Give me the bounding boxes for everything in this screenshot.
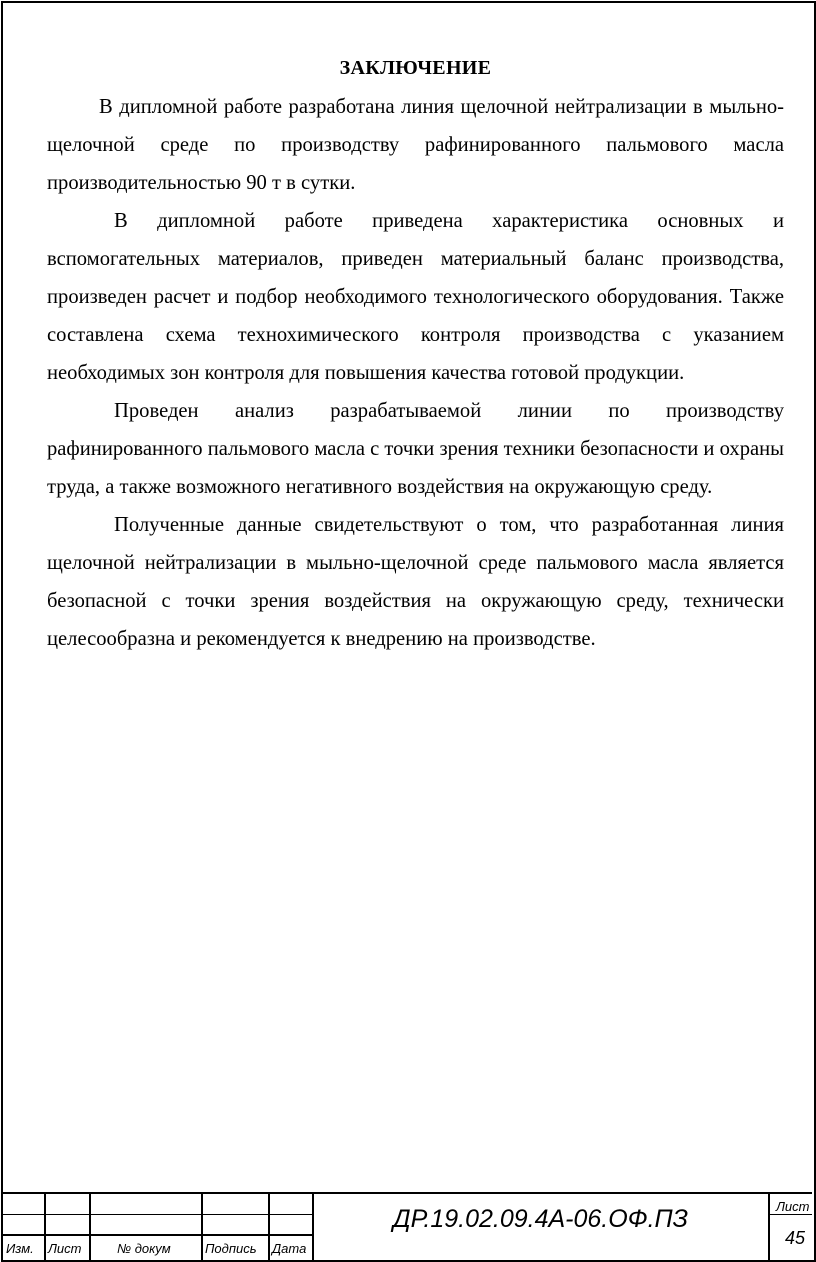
- document-body: [47, 54, 784, 658]
- paragraph-2: В дипломной работе приведена характеристика основных и вспомогательных материалов, приведен материальный баланс производства, произведен расчет и подбор необходимого технологического оборудования. Также составлена схема технохимического контроля производства с указанием необходимых зон контроля для повышения качества готовой продукции.: [47, 210, 784, 384]
- stamp-divider: [768, 1194, 770, 1260]
- stamp-label-doc: № докум: [117, 1241, 171, 1256]
- stamp-divider: [44, 1194, 46, 1260]
- document-title: ЗАКЛЮЧЕНИЕ: [339, 57, 492, 79]
- title-block: [1, 1192, 812, 1260]
- paragraph-4: Полученные данные свидетельствуют о том, что разработанная линия щелочной нейтрализации в мыльно-щелочной среде пальмового масла является безопасной с точки зрения воздействия на окружающую среду, технически целесообразна и рекомендуется к внедрению на производстве.: [47, 514, 784, 650]
- stamp-rule: [1, 1234, 312, 1236]
- stamp-rule: [768, 1214, 812, 1215]
- stamp-divider: [268, 1194, 270, 1260]
- stamp-label-list: Лист: [48, 1241, 82, 1256]
- stamp-label-sign: Подпись: [205, 1241, 257, 1256]
- sheet-number: 45: [785, 1228, 806, 1248]
- stamp-divider: [201, 1194, 203, 1260]
- stamp-rule: [1, 1214, 312, 1215]
- stamp-divider: [312, 1194, 314, 1260]
- stamp-label-izm: Изм.: [6, 1241, 34, 1256]
- sheet-label: Лист: [776, 1199, 810, 1214]
- stamp-label-date: Дата: [272, 1241, 307, 1256]
- stamp-divider: [89, 1194, 91, 1260]
- document-code: ДР.19.02.09.4А-06.ОФ.ПЗ: [393, 1205, 688, 1233]
- paragraph-3: Проведен анализ разрабатываемой линии по производству рафинированного пальмового масла с точки зрения техники безопасности и охраны труда, а также возможного негативного воздействия на окружающую среду.: [47, 400, 784, 498]
- paragraph-1: В дипломной работе разработана линия щелочной нейтрализации в мыльно-щелочной среде по производству рафинированного пальмового масла производительностью 90 т в сутки.: [47, 96, 784, 194]
